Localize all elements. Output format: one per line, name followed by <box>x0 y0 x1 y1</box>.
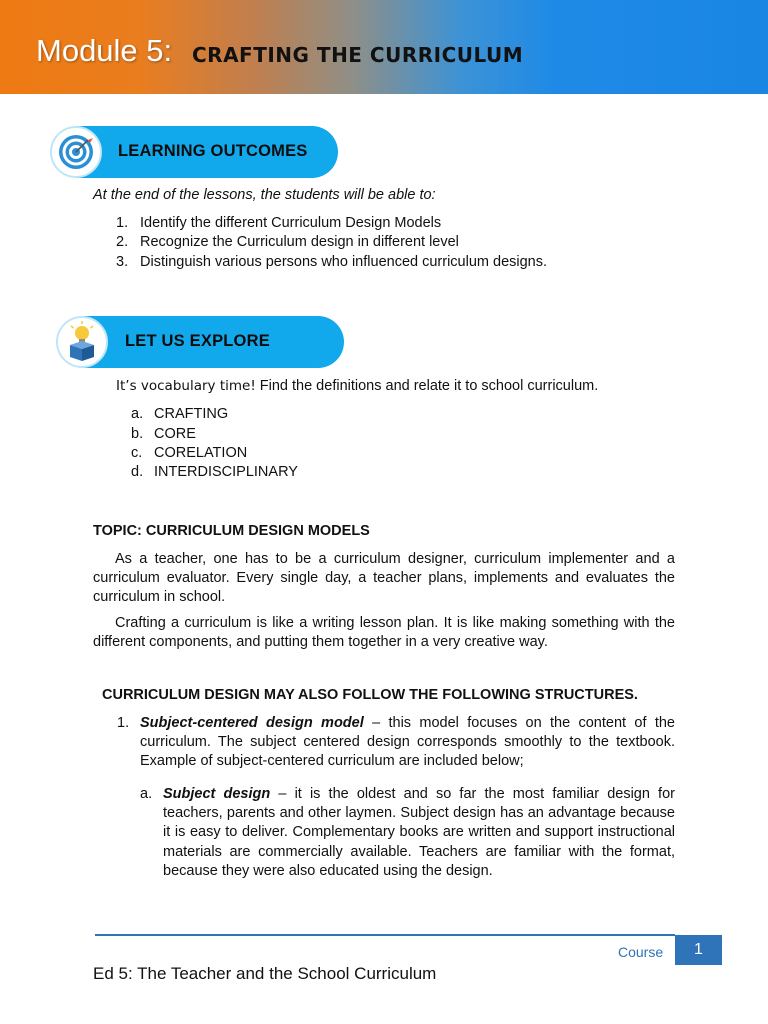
target-icon <box>50 126 102 178</box>
outcome-number: 2. <box>116 234 129 250</box>
subject-centered-term: Subject-centered design model <box>140 715 364 731</box>
sub-item-letter: a. <box>140 786 153 802</box>
footer-divider <box>95 934 675 936</box>
module-title: CRAFTING THE CURRICULUM <box>192 43 524 67</box>
learning-outcomes-heading: LEARNING OUTCOMES <box>118 142 308 160</box>
topic-paragraph-1: As a teacher, one has to be a curriculum designer, curriculum implementer and a curriculum evaluator. Every single day, a teacher plans, implements and evaluates the curriculum in school. <box>93 551 675 606</box>
course-label: Course <box>618 944 664 960</box>
vocabulary-time-text: It’s vocabulary time! <box>116 378 256 394</box>
subject-design-description: – it is the oldest and so far the most familiar design for teachers, parents and other laymen. Subject design has an advantage because it is easy to deliver. Complementary books are written and support instructional materials are commercially available. Teachers are familiar with the format, because they were also educated using the design. <box>163 786 675 879</box>
lightbulb-box-icon <box>56 316 108 368</box>
structures-heading: CURRICULUM DESIGN MAY ALSO FOLLOW THE FOLLOWING STRUCTURES. <box>102 687 638 703</box>
outcome-item: Distinguish various persons who influenced curriculum designs. <box>140 254 548 270</box>
structure-number: 1. <box>117 715 130 731</box>
outcome-item: Identify the different Curriculum Design Models <box>140 215 442 231</box>
subject-design-paragraph <box>163 785 675 881</box>
module-number: Module 5: <box>36 33 173 68</box>
topic-paragraph-2: Crafting a curriculum is like a writing lesson plan. It is like making something with the different components, and putting them together in a very creative way. <box>93 615 675 651</box>
outcome-number: 1. <box>116 215 129 231</box>
module-header-banner <box>0 0 768 94</box>
vocab-letter: b. <box>131 426 144 442</box>
vocab-item: CRAFTING <box>154 406 229 422</box>
vocab-letter: a. <box>131 406 144 422</box>
subject-design-term: Subject design <box>163 786 271 802</box>
learning-outcomes-intro: At the end of the lessons, the students will be able to: <box>93 187 436 203</box>
subject-centered-description: – this model focuses on the content of the curriculum. The subject centered design corresponds smoothly to the textbook. Example of subject-centered curriculum are included below; <box>140 715 675 770</box>
explore-intro <box>116 377 598 397</box>
vocab-item: CORE <box>154 426 196 442</box>
explore-instruction: Find the definitions and relate it to school curriculum. <box>255 378 599 394</box>
vocab-letter: c. <box>131 445 143 461</box>
vocab-item: CORELATION <box>154 445 248 461</box>
vocab-letter: d. <box>131 464 144 480</box>
outcome-number: 3. <box>116 254 129 270</box>
subject-centered-model-paragraph <box>140 714 675 772</box>
topic-heading: TOPIC: CURRICULUM DESIGN MODELS <box>93 523 370 539</box>
page-number: 1 <box>675 935 722 965</box>
outcome-item: Recognize the Curriculum design in different level <box>140 234 459 250</box>
vocab-item: INTERDISCIPLINARY <box>154 464 298 480</box>
let-us-explore-heading: LET US EXPLORE <box>125 332 270 350</box>
course-title: Ed 5: The Teacher and the School Curriculum <box>93 964 437 983</box>
